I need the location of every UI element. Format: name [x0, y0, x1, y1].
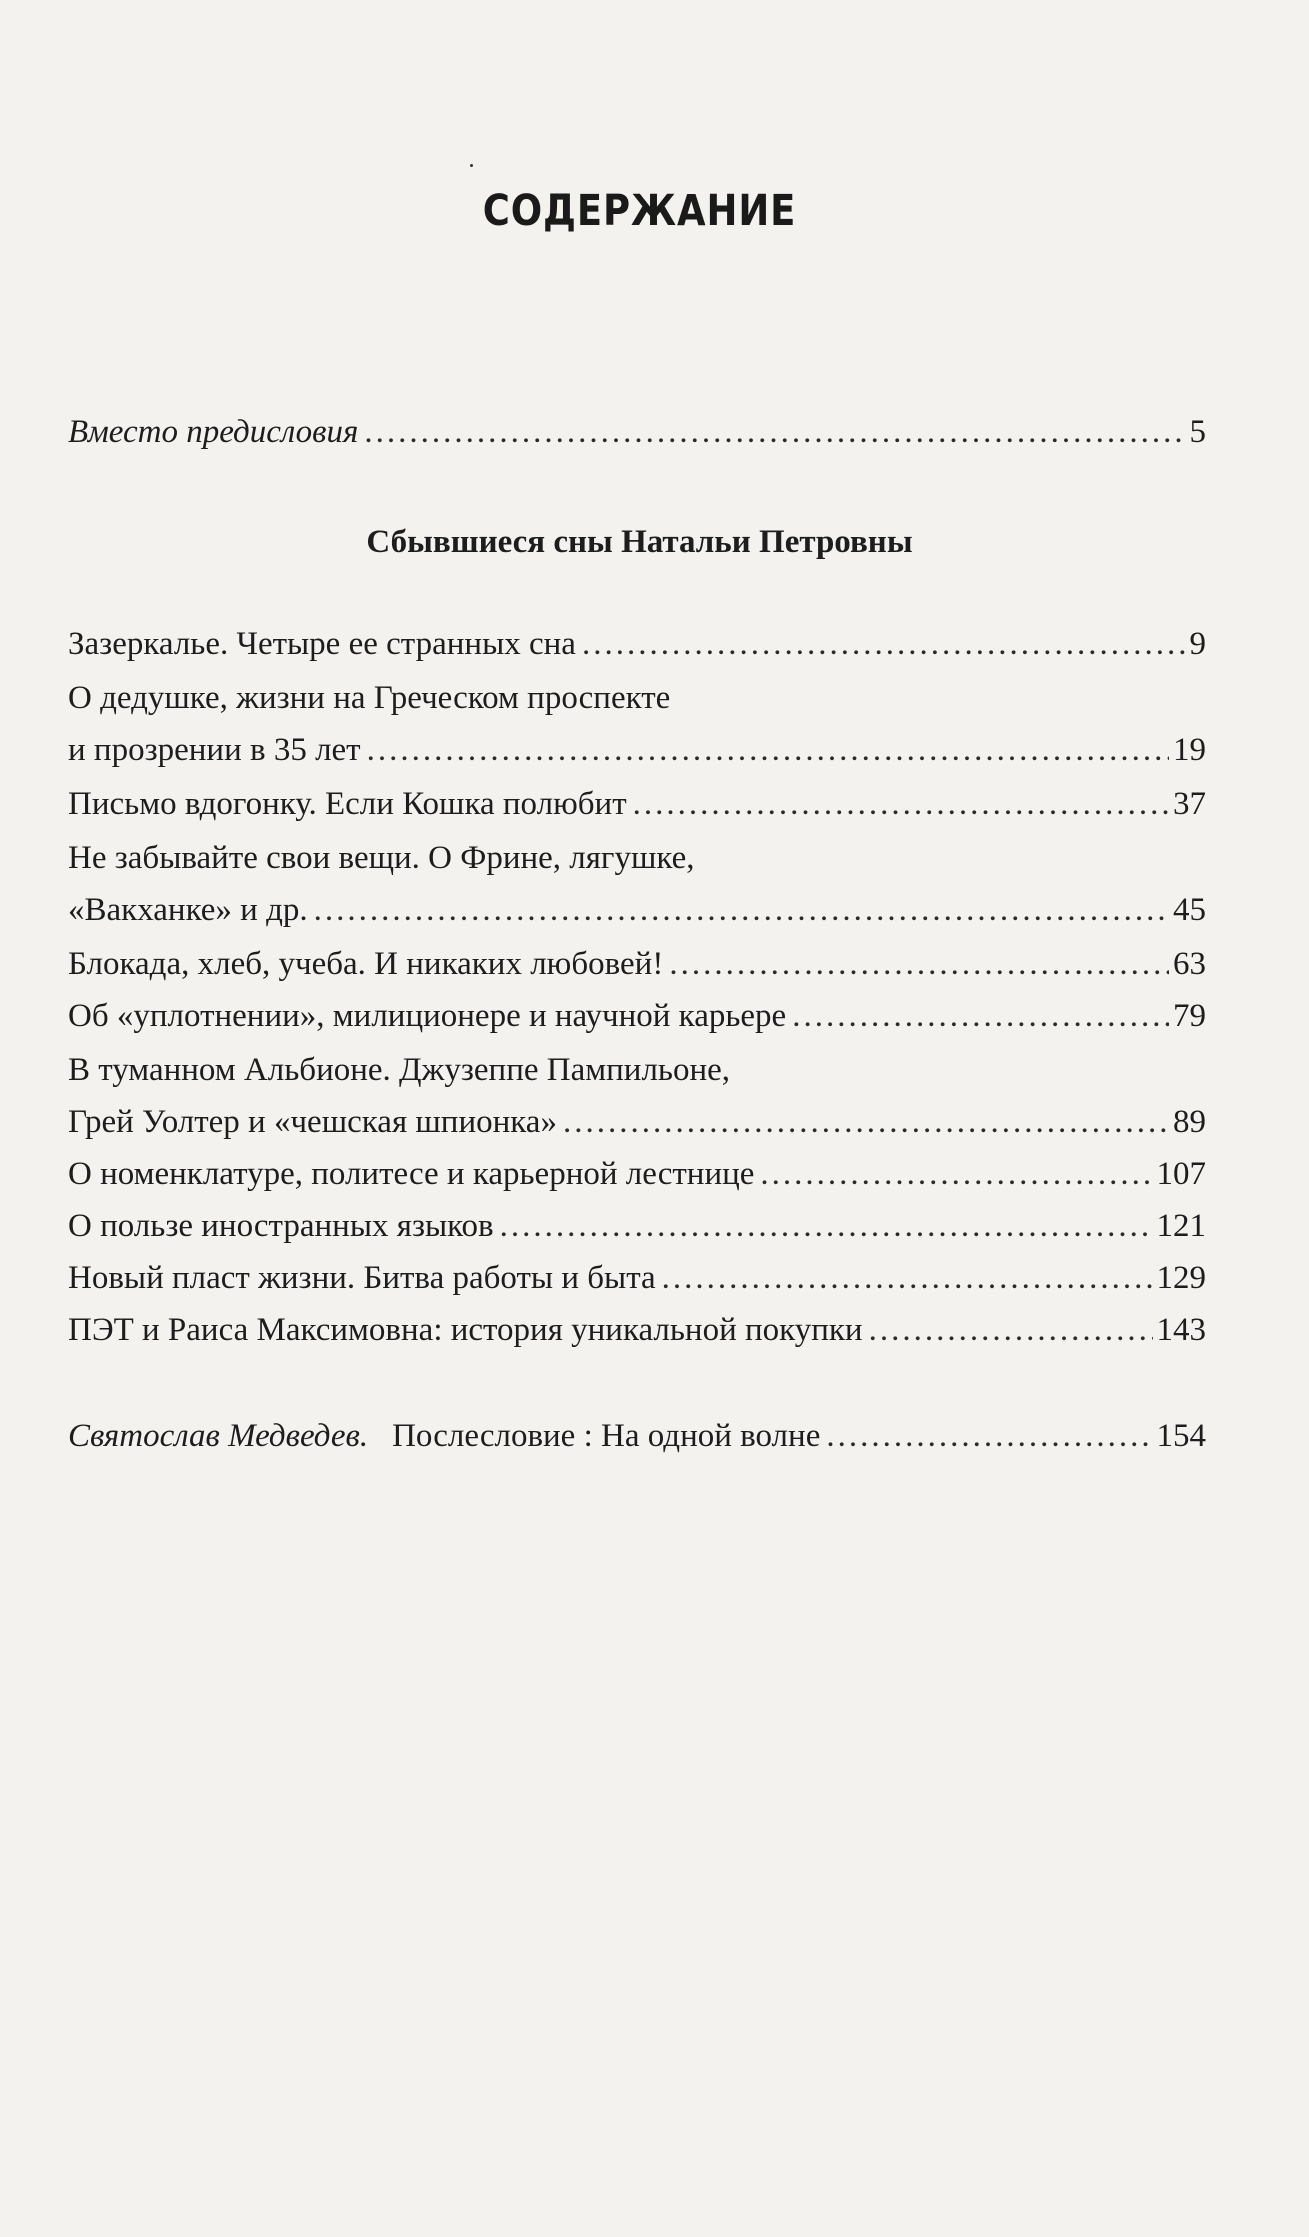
toc-entry-preface [68, 412, 1206, 452]
toc-page-number: 129 [1156, 1260, 1206, 1296]
toc-leader-dots [669, 944, 1169, 984]
toc-page-number: 121 [1156, 1208, 1206, 1244]
toc-entry-text: и прозрении в 35 лет [68, 732, 361, 768]
toc-entry [68, 1206, 1206, 1246]
afterword-author: Святослав Медведев. [68, 1418, 369, 1454]
toc-entry-text: Блокада, хлеб, учеба. И никаких любовей! [68, 946, 664, 982]
toc-entry [68, 624, 1206, 664]
toc-entry [68, 1154, 1206, 1194]
toc-leader-dots [367, 730, 1169, 770]
toc-entry [68, 1258, 1206, 1298]
toc-page-number: 107 [1156, 1156, 1206, 1192]
ink-speck [470, 164, 473, 167]
toc-leader-dots [364, 412, 1185, 452]
toc-page-number: 9 [1189, 626, 1206, 662]
toc-page-number: 143 [1156, 1312, 1206, 1348]
toc-entry [68, 890, 1206, 930]
toc-entry [68, 730, 1206, 770]
toc-leader-dots [792, 996, 1169, 1036]
toc-entry-line: В туманном Альбионе. Джузеппе Пампильоне, [68, 1052, 731, 1088]
toc-page-number: 154 [1156, 1418, 1206, 1454]
toc-page-number: 19 [1173, 732, 1206, 768]
toc-entry-text: Об «уплотнении», милиционере и научной карьере [68, 998, 787, 1034]
toc-page-number: 5 [1189, 414, 1206, 450]
page-title: СОДЕРЖАНИЕ [482, 186, 797, 236]
toc-leader-dots [760, 1154, 1152, 1194]
toc-leader-dots [563, 1102, 1169, 1142]
toc-entry-text: О номенклатуре, политесе и карьерной лестнице [68, 1156, 755, 1192]
toc-leader-dots [314, 890, 1169, 930]
toc-leader-dots [662, 1258, 1153, 1298]
toc-entry-text: ПЭТ и Раиса Максимовна: история уникальной покупки [68, 1312, 863, 1348]
toc-page-number: 89 [1173, 1104, 1206, 1140]
toc-leader-dots [582, 624, 1186, 664]
toc-entry [68, 996, 1206, 1036]
toc-entry-text: Вместо предисловия [68, 414, 359, 450]
toc-leader-dots [500, 1206, 1153, 1246]
toc-entry-text: Грей Уолтер и «чешская шпионка» [68, 1104, 557, 1140]
toc-entry [68, 1102, 1206, 1142]
toc-page-number: 63 [1173, 946, 1206, 982]
toc-leader-dots [633, 784, 1169, 824]
toc-entry [68, 944, 1206, 984]
toc-entry-afterword [68, 1416, 1206, 1456]
toc-page-number: 45 [1173, 892, 1206, 928]
toc-entry [68, 784, 1206, 824]
toc-entry [68, 1310, 1206, 1350]
toc-page-number: 79 [1173, 998, 1206, 1034]
toc-leader-dots [869, 1310, 1153, 1350]
toc-entry-text: Письмо вдогонку. Если Кошка полюбит [68, 786, 627, 822]
toc-entry-text: Послесловие : На одной волне [392, 1418, 821, 1454]
toc-entry-text: Новый пласт жизни. Битва работы и быта [68, 1260, 656, 1296]
section-title: Сбывшиеся сны Натальи Петровны [366, 524, 913, 560]
toc-entry-text: «Вакханке» и др. [68, 892, 308, 928]
toc-entry-line: О дедушке, жизни на Греческом проспекте [68, 680, 671, 716]
toc-page-number: 37 [1173, 786, 1206, 822]
toc-entry-text: Зазеркалье. Четыре ее странных сна [68, 626, 576, 662]
toc-entry-text: О пользе иностранных языков [68, 1208, 494, 1244]
toc-entry-line: Не забывайте свои вещи. О Фрине, лягушке, [68, 840, 695, 876]
toc-leader-dots [826, 1416, 1152, 1456]
